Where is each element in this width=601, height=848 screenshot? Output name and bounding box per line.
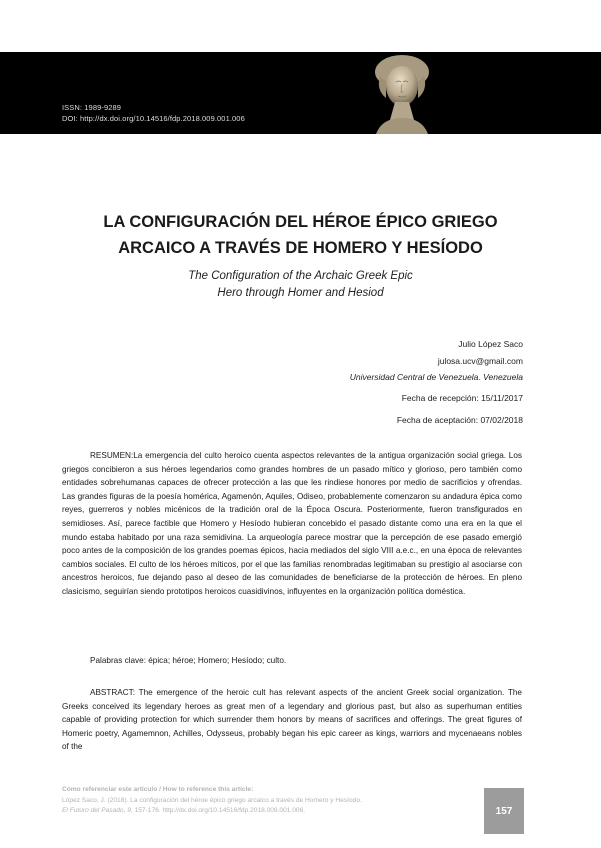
- author-affiliation: Universidad Central de Venezuela. Venezuela: [349, 372, 523, 382]
- issn-text: ISSN: 1989-9289: [62, 103, 122, 112]
- author-email[interactable]: julosa.ucv@gmail.com: [437, 356, 523, 366]
- resumen-paragraph: [62, 449, 522, 599]
- page-number-box: [484, 788, 524, 834]
- journal-identifiers: [62, 102, 245, 124]
- doi-link[interactable]: DOI: http://dx.doi.org/10.14516/fdp.2018.009.001.006: [62, 114, 245, 123]
- greek-bust-image: [362, 52, 442, 134]
- article-title: [40, 209, 561, 261]
- article-subtitle-line-2: Hero through Homer and Hesiod: [217, 287, 384, 299]
- citation-line-1: López Saco, J. (2018). La configuración del héroe épico griego arcaico a través de Homero y Hesíodo.: [62, 796, 362, 804]
- abstract-label: ABSTRACT:: [90, 688, 136, 697]
- date-received: Fecha de recepción: 15/11/2017: [401, 393, 523, 403]
- article-title-line-1: LA CONFIGURACIÓN DEL HÉROE ÉPICO GRIEGO: [103, 213, 498, 231]
- article-title-line-2: ARCAICO A TRAVÉS DE HOMERO Y HESÍODO: [118, 239, 483, 257]
- abstract-paragraph: [62, 686, 522, 754]
- author-name: Julio López Saco: [458, 339, 523, 349]
- date-accepted: Fecha de aceptación: 07/02/2018: [396, 415, 523, 425]
- resumen-label: RESUMEN:: [90, 451, 134, 460]
- citation-journal: El Futuro del Pasado, 9: [62, 807, 131, 814]
- citation-heading: Cómo referenciar este artículo / How to reference this article:: [62, 786, 254, 793]
- resumen-text: La emergencia del culto heroico cuenta aspectos relevantes de la antigua organización social griega. Los griegos concibieron a sus héroes legendarios como grandes hombres de un pasado mítico y glorioso, pero también como entidades sobrehumanas capaces de ofrecer protección a las que les rindiese honores por medio de sacrificios y ofrendas. Las grandes figuras de la poesía homérica, Agamenón, Aquiles, Odiseo, probablemente comenzaron su andadura épica como reyes, guerreros y nobles micénicos de la tradición oral de la Época Oscura. Posteriormente, fueron transfigurados en semidioses. Así, parece factible que Homero y Hesíodo hubieran concebido el pasado distante como una era en la que el mundo estaba habitado por una raza semidivina. La arqueología parece mostrar que la percepción de ese pasado emergió poco antes de la composición de los grandes poemas épicos, hacia mediados del siglo VIII a.e.c., en una época de relevantes cambios sociales. El culto de los héroes míticos, por el que las familias renombradas legitimaban su prestigio al asociarse con ancestros heroicos, fue dejando paso al deseo de las comunidades de beneficiarse de la protección de héroes. En pleno clasicismo, seguirían siendo prototipos heroicos cuasidivinos, influyentes en la organización política doméstica.: [62, 451, 522, 596]
- citation-doi[interactable]: , 157-176. http://dx.doi.org/10.14516/fdp.2018.009.001.006.: [130, 807, 306, 814]
- keywords: Palabras clave: épica; héroe; Homero; Hesíodo; culto.: [90, 656, 287, 665]
- article-subtitle-line-1: The Configuration of the Archaic Greek Epic: [188, 270, 413, 282]
- article-subtitle: [40, 268, 561, 302]
- abstract-text: The emergence of the heroic cult has relevant aspects of the ancient Greek social organization. The Greeks conceived its legendary heroes as great men of a legendary and glorious past, but also as superhuman entities capable of providing protection for which surrender them honors by means of sacrifices and offerings. The great figures of Homeric poetry, Agamemnon, Achilles, Odysseus, probably began his epic career as kings, warriors and mycenaeans nobles of the: [62, 688, 522, 752]
- citation-block: [62, 785, 482, 817]
- page-number: 157: [495, 805, 513, 817]
- citation-line-2: [62, 806, 482, 817]
